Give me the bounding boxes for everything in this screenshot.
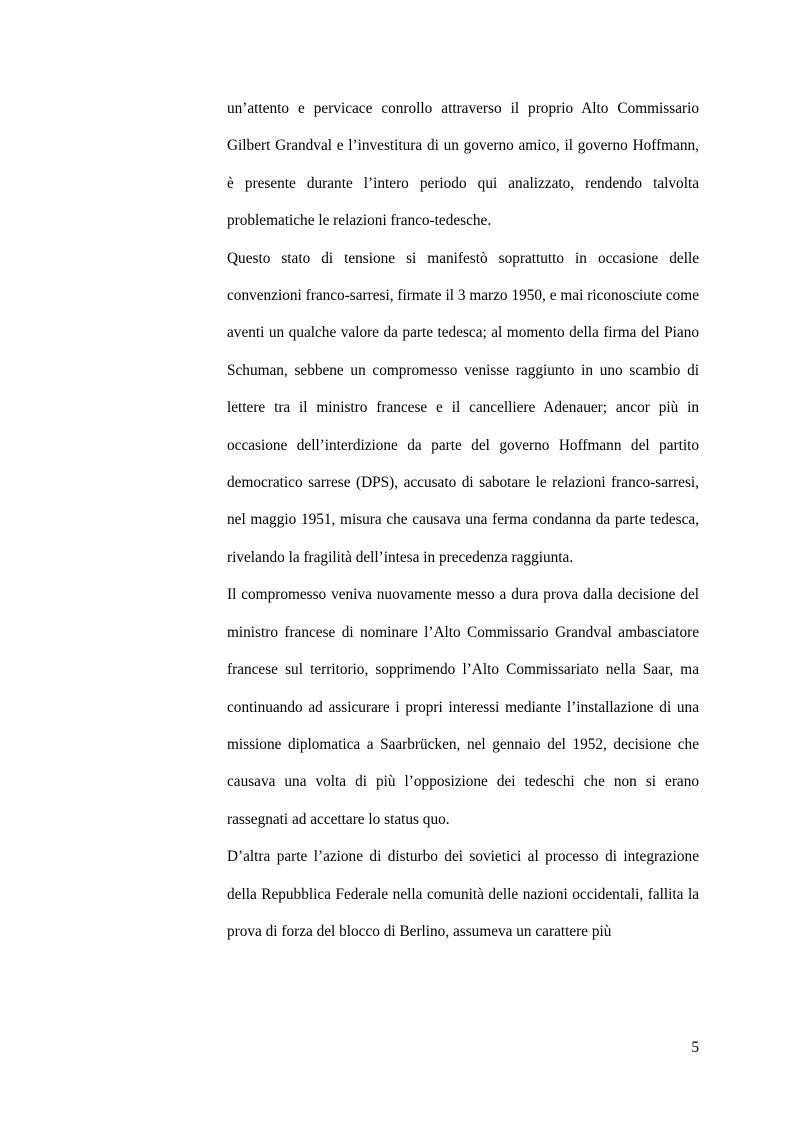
paragraph-2: Questo stato di tensione si manifestò soprattutto in occasione delle convenzioni franco-sarresi, firmate il 3 marzo 1950, e mai riconosciute come aventi un qualche valore da parte tedesca; al momento della firma del Piano Schuman, sebbene un compromesso venisse raggiunto in uno scambio di lettere tra il ministro francese e il cancelliere Adenauer; ancor più in occasione dell’interdizione da parte del governo Hoffmann del partito democratico sarrese (DPS), accusato di sabotare le relazioni franco-sarresi, nel maggio 1951, misura che causava una ferma condanna da parte tedesca, rivelando la fragilità dell’intesa in precedenza raggiunta.	[227, 249, 699, 566]
page-number: 5	[691, 1039, 699, 1056]
body-text	[227, 90, 699, 950]
paragraph-3: Il compromesso veniva nuovamente messo a dura prova dalla decisione del ministro francese di nominare l’Alto Commissario Grandval ambasciatore francese sul territorio, sopprimendo l’Alto Commissariato nella Saar, ma continuando ad assicurare i propri interessi mediante l’installazione di una missione diplomatica a Saarbrücken, nel gennaio del 1952, decisione che causava una volta di più l’opposizione dei tedeschi che non si erano rassegnati ad accettare lo status quo.	[227, 586, 699, 828]
paragraph-4: D’altra parte l’azione di disturbo dei sovietici al processo di integrazione della Repubblica Federale nella comunità delle nazioni occidentali, fallita la prova di forza del blocco di Berlino, assumeva un carattere più	[227, 848, 699, 940]
paragraph-1: un’attento e pervicace conrollo attraverso il proprio Alto Commissario Gilbert Grandval e l’investitura di un governo amico, il governo Hoffmann, è presente durante l’intero periodo qui analizzato, rendendo talvolta problematiche le relazioni franco-tedesche.	[227, 100, 699, 230]
